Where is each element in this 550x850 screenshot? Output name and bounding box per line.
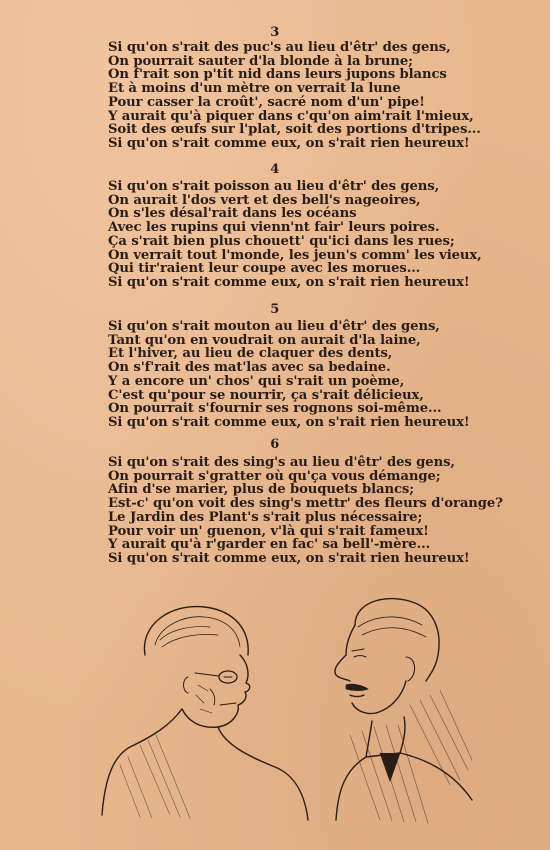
verse-line: On pourrait s'fournir ses rognons soi-même... xyxy=(108,401,442,417)
verse-line: Si qu'on s'rait mouton au lieu d'êtr' des gens, xyxy=(108,319,440,334)
stanza-number: 3 xyxy=(270,25,280,40)
stanza-4 xyxy=(108,180,528,290)
verse-line: Pour casser la croût', sacré nom d'un' pipe! xyxy=(108,94,425,110)
stanza-5 xyxy=(108,320,528,430)
old-woman-figure xyxy=(102,607,308,820)
stanza-6 xyxy=(108,456,528,566)
verse-line: Est-c' qu'on voit des sing's mettr' des fleurs d'orange? xyxy=(108,496,503,512)
stanza-number: 4 xyxy=(270,162,280,177)
verse-line: Qui tir'raient leur coupe avec les morues... xyxy=(108,261,421,277)
verse-line: On f'rait son p'tit nid dans leurs jupons blancs xyxy=(108,67,447,83)
verse-line: Le Jardin des Plant's s'rait plus nécessaire; xyxy=(108,509,423,525)
verse-line: Y a encore un' chos' qui s'rait un poème, xyxy=(108,373,405,389)
verse-line: Si qu'on s'rait comme eux, on s'rait rien heureux! xyxy=(108,135,470,151)
verse-line: Et l'hiver, au lieu de claquer des dents, xyxy=(108,346,393,362)
verse-line: Si qu'on s'rait des sing's au lieu d'êtr' des gens, xyxy=(108,455,455,470)
verse-line: On s'f'rait des mat'las avec sa bedaine. xyxy=(108,360,391,376)
verse-line: Soit des œufs sur l'plat, soit des portions d'tripes... xyxy=(108,122,481,138)
verse-line: Pour voir un' guenon, v'là qui s'rait fameux! xyxy=(108,523,429,539)
verse-line: Ça s'rait bien plus chouett' qu'ici dans les rues; xyxy=(108,233,455,249)
verse-line: Afin d'se marier, plus de bouquets blancs; xyxy=(108,482,414,498)
verse-line: On verrait tout l'monde, les jeun's comm' les vieux, xyxy=(108,247,482,263)
verse-line: Tant qu'on en voudrait on aurait d'la laine, xyxy=(108,332,421,348)
verse-line: Si qu'on s'rait poisson au lieu d'êtr' des gens, xyxy=(108,179,440,194)
verse-line: Avec les rupins qui vienn'nt fair' leurs poires. xyxy=(108,220,440,236)
verse-line: Y aurait qu'à piquer dans c'qu'on aim'rait l'mieux, xyxy=(108,108,474,124)
verse-line: Si qu'on s'rait comme eux, on s'rait rien heureux! xyxy=(108,274,470,290)
verse-line: Si qu'on s'rait comme eux, on s'rait rien heureux! xyxy=(108,414,470,430)
verse-line: Si qu'on s'rait comme eux, on s'rait rien heureux! xyxy=(108,550,470,566)
verse-line: Et à moins d'un mètre on verrait la lune xyxy=(108,81,401,97)
engraving-illustration xyxy=(100,585,480,825)
verse-line: On pourrait sauter d'la blonde à la brune; xyxy=(108,53,413,69)
verse-line: On pourrait s'gratter où qu'ça vous démange; xyxy=(108,468,441,484)
verse-line: Y aurait qu'à r'garder en fac' sa bell'-mère... xyxy=(108,537,431,553)
verse-line: C'est qu'pour se nourrir, ça s'rait délicieux, xyxy=(108,387,424,403)
hatching xyxy=(120,690,472,823)
verse-line: Si qu'on s'rait des puc's au lieu d'êtr' des gens, xyxy=(108,40,451,55)
stanza-3 xyxy=(108,41,528,151)
stanza-number: 5 xyxy=(270,302,280,317)
man-figure xyxy=(335,599,472,820)
verse-line: On aurait l'dos vert et des bell's nageoires, xyxy=(108,192,421,208)
stanza-number: 6 xyxy=(270,437,280,452)
verse-line: On s'les désal'rait dans les océans xyxy=(108,206,357,222)
